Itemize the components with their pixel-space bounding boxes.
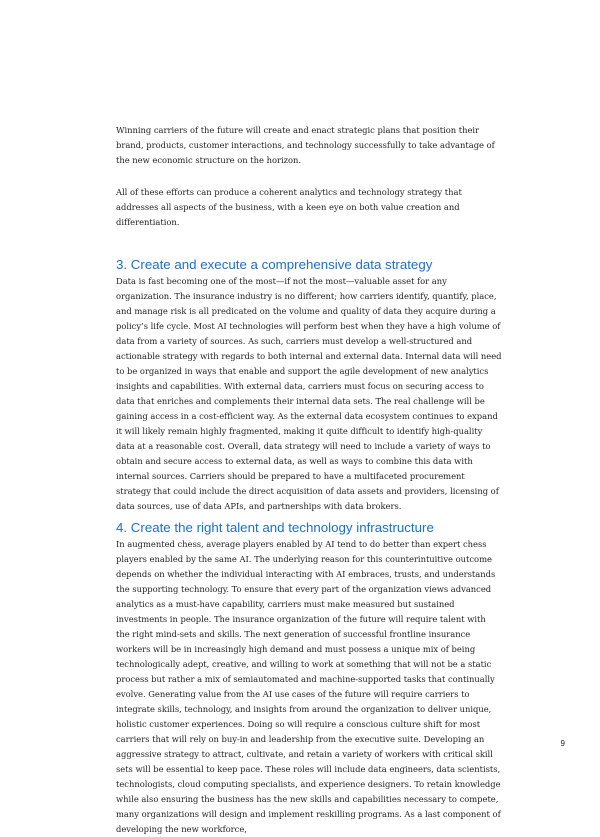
page-content: [116, 123, 502, 837]
page-number: 9: [560, 739, 565, 748]
section-4-body: In augmented chess, average players enabled by AI tend to do better than expert chess players enabled by the same AI. The underlying reason for this counterintuitive outcome depends on whether the individual interacting with AI embraces, trusts, and understands the supporting technology. To ensure that every part of the organization views advanced analytics as a must-have capability, carriers must make measured but sustained investments in people. The insurance organization of the future will require talent with the right mind-sets and skills. The next generation of successful frontline insurance workers will be in increasingly high demand and must possess a unique mix of being technologically adept, creative, and willing to work at something that will not be a static process but rather a mix of semiautomated and machine-supported tasks that continually evolve. Generating value from the AI use cases of the future will require carriers to integrate skills, technology, and insights from around the organization to deliver unique, holistic customer experiences. Doing so will require a conscious culture shift for most carriers that will rely on buy-in and leadership from the executive suite. Developing an aggressive strategy to attract, cultivate, and retain a variety of workers with critical skill sets will be essential to keep pace. These roles will include data engineers, data scientists, technologists, cloud computing specialists, and experience designers. To retain knowledge while also ensuring the business has the new skills and capabilities necessary to compete, many organizations will design and implement reskilling programs. As a last component of developing the new workforce,: [116, 539, 501, 834]
intro-paragraph-1: Winning carriers of the future will create and enact strategic plans that position their brand, products, customer interactions, and technology successfully to take advantage of the new economic structure on the horizon.: [116, 125, 495, 165]
section-3-body: Data is fast becoming one of the most—if not the most—valuable asset for any organization. The insurance industry is no different; how carriers identify, quantify, place, and manage risk is all predicated on the volume and quality of data they acquire during a policy’s life cycle. Most AI technologies will perform best when they have a high volume of data from a variety of sources. As such, carriers must develop a well-structured and actionable strategy with regards to both internal and external data. Internal data will need to be organized in ways that enable and support the agile development of new analytics insights and capabilities. With external data, carriers must focus on securing access to data that enriches and complements their internal data sets. The real challenge will be gaining access in a cost-efficient way. As the external data ecosystem continues to expand it will likely remain highly fragmented, making it quite difficult to identify high-quality data at a reasonable cost. Overall, data strategy will need to include a variety of ways to obtain and secure access to external data, as well as ways to combine this data with internal sources. Carriers should be prepared to have a multifaceted procurement strategy that could include the direct acquisition of data assets and providers, licensing of data sources, use of data APIs, and partnerships with data brokers.: [116, 276, 502, 511]
intro-paragraph-2: All of these efforts can produce a coherent analytics and technology strategy that addresses all aspects of the business, with a keen eye on both value creation and differentiation.: [116, 187, 462, 227]
section-4-heading: 4. Create the right talent and technology infrastructure: [116, 520, 434, 535]
paragraph-spacer: [116, 168, 502, 185]
section-3-heading: 3. Create and execute a comprehensive data strategy: [116, 257, 433, 272]
